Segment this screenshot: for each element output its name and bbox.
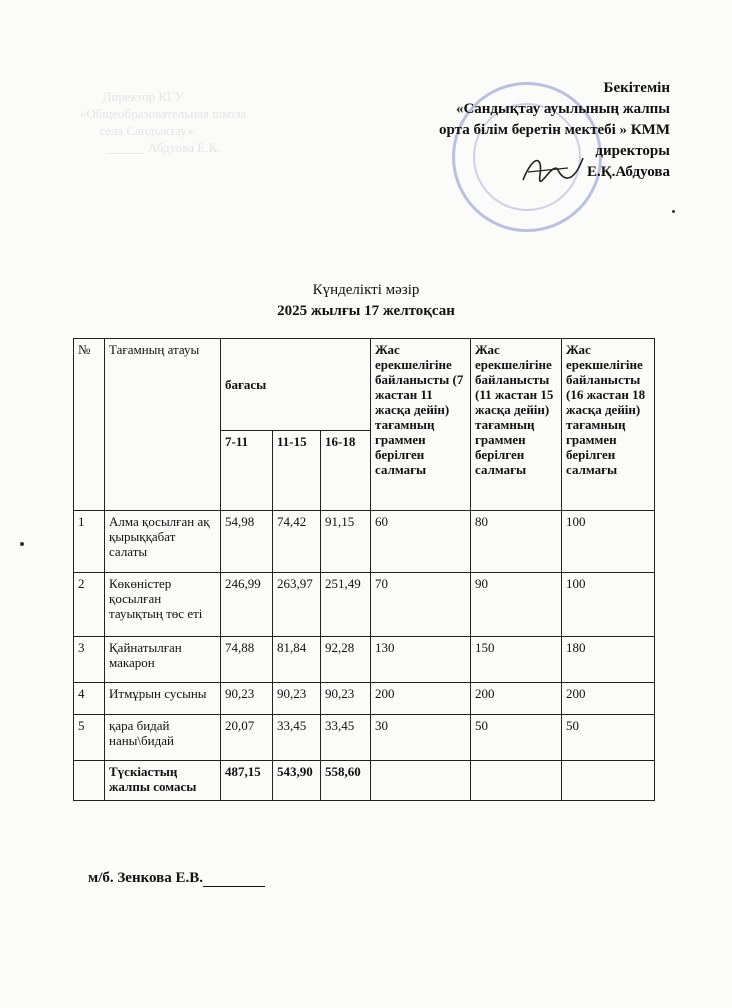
row-weight-16-18: 200	[562, 683, 655, 715]
row-price-16-18: 90,23	[321, 683, 371, 715]
header-age-16-18: 16-18	[321, 431, 371, 511]
header-age-11-15: 11-15	[273, 431, 321, 511]
table-row	[74, 715, 655, 761]
row-price-7-11: 246,99	[221, 573, 273, 637]
header-weight-7-11: Жас ерекшелігіне байланысты (7 жастан 11 жасқа дейін) тағамның граммен берілген салмағы	[371, 339, 471, 511]
approval-line-1: Бекітемін	[603, 80, 670, 96]
row-price-7-11: 90,23	[221, 683, 273, 715]
row-weight-7-11: 30	[371, 715, 471, 761]
row-weight-11-15: 80	[471, 511, 562, 573]
row-price-7-11: 54,98	[221, 511, 273, 573]
row-price-7-11: 20,07	[221, 715, 273, 761]
approval-line-2: «Сандықтау ауылының жалпы	[455, 101, 670, 117]
table-row	[74, 573, 655, 637]
menu-table	[73, 338, 655, 801]
header-row	[74, 339, 655, 431]
total-price-7-11: 487,15	[221, 761, 273, 801]
row-no: 3	[74, 637, 105, 683]
row-weight-16-18: 180	[562, 637, 655, 683]
row-weight-11-15: 50	[471, 715, 562, 761]
row-price-16-18: 91,15	[321, 511, 371, 573]
row-no: 5	[74, 715, 105, 761]
row-dish: Қайнатылған макарон	[105, 637, 221, 683]
total-label: Түскіастың жалпы сомасы	[105, 761, 221, 801]
row-no: 1	[74, 511, 105, 573]
row-dish: Алма қосылған ақ қырыққабат салаты	[105, 511, 221, 573]
approval-block	[340, 78, 670, 183]
row-weight-11-15: 150	[471, 637, 562, 683]
header-price: бағасы	[221, 339, 371, 431]
row-price-11-15: 90,23	[273, 683, 321, 715]
total-no	[74, 761, 105, 801]
total-weight-16-18	[562, 761, 655, 801]
row-no: 2	[74, 573, 105, 637]
header-dish: Тағамның атауы	[105, 339, 221, 511]
row-dish: Көкөністер қосылған тауықтың төс еті	[105, 573, 221, 637]
table-row	[74, 511, 655, 573]
footer-signature-text: м/б. Зенкова Е.В.	[88, 870, 204, 886]
signature-line	[203, 872, 265, 887]
bleed-through-text: Директор КГУ «Общеобразовательная школа села Сандыктау» ______ Абдуова Е.К.	[79, 89, 247, 155]
row-dish: Итмұрын сусыны	[105, 683, 221, 715]
row-price-16-18: 92,28	[321, 637, 371, 683]
footer-signature	[88, 870, 265, 887]
row-weight-7-11: 200	[371, 683, 471, 715]
row-weight-11-15: 200	[471, 683, 562, 715]
approval-line-3: орта білім беретін мектебі » КММ	[439, 122, 670, 138]
total-price-16-18: 558,60	[321, 761, 371, 801]
page-title	[0, 280, 732, 322]
total-row	[74, 761, 655, 801]
row-price-11-15: 81,84	[273, 637, 321, 683]
row-weight-16-18: 50	[562, 715, 655, 761]
title-line-1: Күнделікті мәзір	[312, 282, 420, 298]
row-price-16-18: 33,45	[321, 715, 371, 761]
header-weight-16-18: Жас ерекшелігіне байланысты (16 жастан 18 жасқа дейін) тағамның граммен берілген салмағы	[562, 339, 655, 511]
row-price-16-18: 251,49	[321, 573, 371, 637]
row-weight-16-18: 100	[562, 573, 655, 637]
approval-line-5: Е.Қ.Абдуова	[586, 164, 670, 180]
row-weight-16-18: 100	[562, 511, 655, 573]
row-weight-7-11: 130	[371, 637, 471, 683]
row-price-11-15: 33,45	[273, 715, 321, 761]
row-no: 4	[74, 683, 105, 715]
row-price-11-15: 263,97	[273, 573, 321, 637]
title-line-2: 2025 жылғы 17 желтоқсан	[277, 303, 455, 319]
row-price-7-11: 74,88	[221, 637, 273, 683]
approval-line-4: директоры	[595, 143, 670, 159]
scan-speck	[20, 542, 24, 546]
total-price-11-15: 543,90	[273, 761, 321, 801]
row-dish: қара бидай наны\бидай	[105, 715, 221, 761]
row-weight-7-11: 70	[371, 573, 471, 637]
header-weight-11-15: Жас ерекшелігіне байланысты (11 жастан 15 жасқа дейін) тағамның граммен берілген салмағы	[471, 339, 562, 511]
header-no: №	[74, 339, 105, 511]
table-row	[74, 637, 655, 683]
header-age-7-11: 7-11	[221, 431, 273, 511]
table-row	[74, 683, 655, 715]
row-price-11-15: 74,42	[273, 511, 321, 573]
total-weight-7-11	[371, 761, 471, 801]
row-weight-7-11: 60	[371, 511, 471, 573]
scan-speck	[672, 210, 675, 213]
row-weight-11-15: 90	[471, 573, 562, 637]
total-weight-11-15	[471, 761, 562, 801]
